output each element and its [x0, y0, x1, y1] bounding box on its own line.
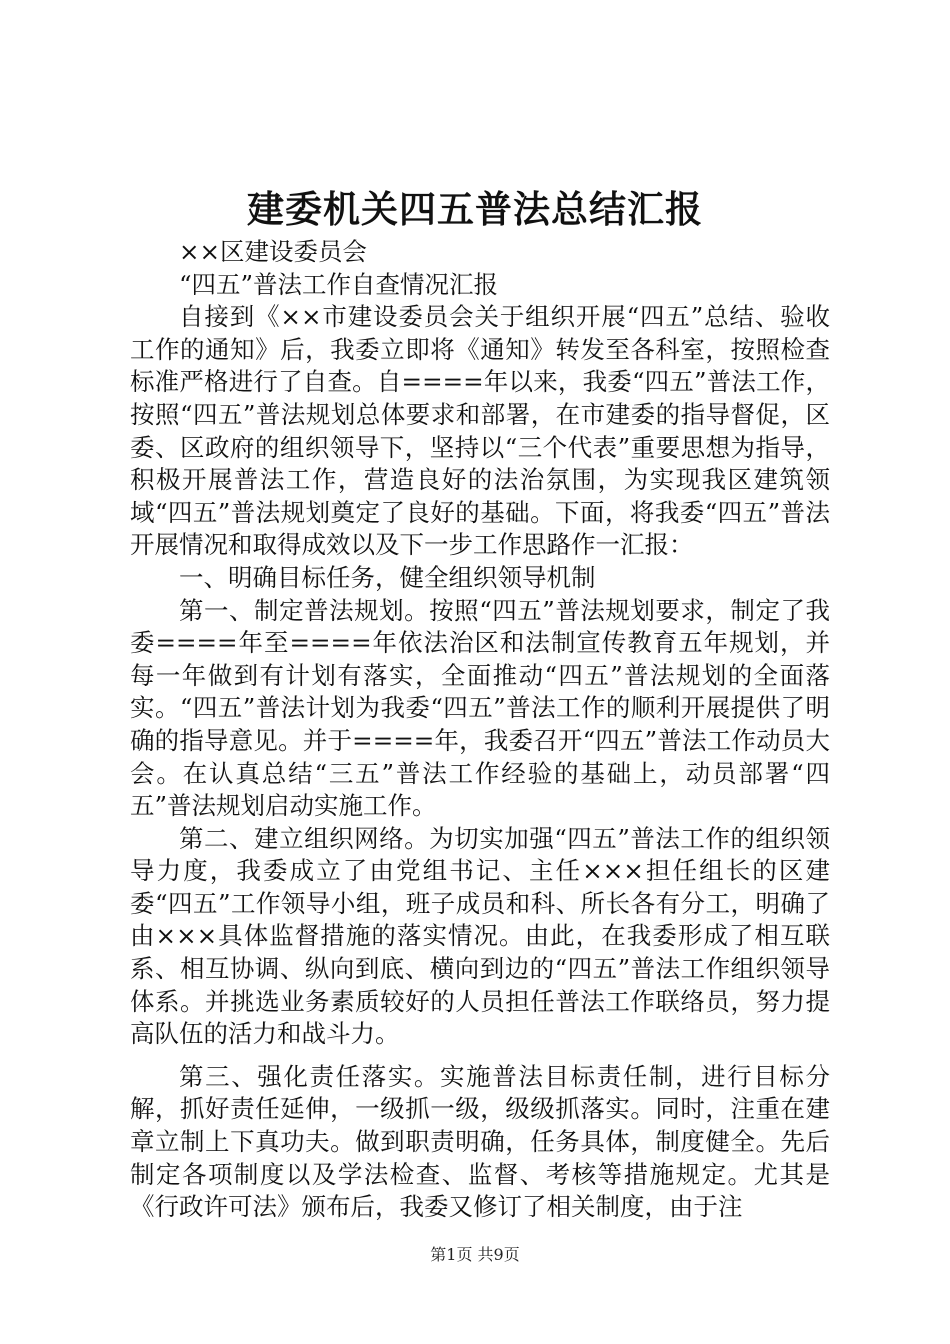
paragraph-introduction: 自接到《××市建设委员会关于组织开展“四五”总结、验收工作的通知》后，我委立即将《通知》转发至各科室，按照检查标准严格进行了自查。自====年以来，我委“四五”普法工作，按照“四五”普法规划总体要求和部署，在市建委的指导督促，区委、区政府的组织领导下，坚持以“三个代表”重要思想为指导，积极开展普法工作，营造良好的法治氛围，为实现我区建筑领域“四五”普法规划奠定了良好的基础。下面，将我委“四五”普法开展情况和取得成效以及下一步工作思路作一汇报： [130, 302, 830, 560]
paragraph-first-item: 第一、制定普法规划。按照“四五”普法规划要求，制定了我委====年至====年依法治区和法制宣传教育五年规划，并每一年做到有计划有落实，全面推动“四五”普法规划的全面落实。“四五”普法计划为我委“四五”普法工作的顺利开展提供了明确的指导意见。并于====年，我委召开“四五”普法工作动员大会。在认真总结“三五”普法工作经验的基础上，动员部署“四五”普法规划启动实施工作。 [130, 595, 830, 821]
section-heading-1: 一、明确目标任务，健全组织领导机制 [179, 562, 596, 592]
document-title: 建委机关四五普法总结汇报 [247, 187, 703, 231]
paragraph-third-item: 第三、强化责任落实。实施普法目标责任制，进行目标分解，抓好责任延伸，一级抓一级，级级抓落实。同时，注重在建章立制上下真功夫。做到职责明确，任务具体，制度健全。先后制定各项制度以及学法检查、监督、考核等措施规定。尤其是《行政许可法》颁布后，我委又修订了相关制度，由于注 [130, 1061, 830, 1222]
page-number-footer: 第1页 共9页 [430, 1245, 520, 1264]
document-body [130, 236, 830, 1224]
paragraph-report-subtitle: “四五”普法工作自查情况汇报 [179, 269, 499, 299]
paragraph-organization: ××区建设委员会 [179, 237, 368, 266]
paragraph-second-item: 第二、建立组织网络。为切实加强“四五”普法工作的组织领导力度，我委成立了由党组书记、主任×××担任组长的区建委“四五”工作领导小组，班子成员和科、所长各有分工，明确了由×××具体监督措施的落实情况。由此，在我委形成了相互联系、相互协调、纵向到底、横向到边的“四五”普法工作组织领导体系。并挑选业务素质较好的人员担任普法工作联络员，努力提高队伍的活力和战斗力。 [130, 823, 830, 1049]
